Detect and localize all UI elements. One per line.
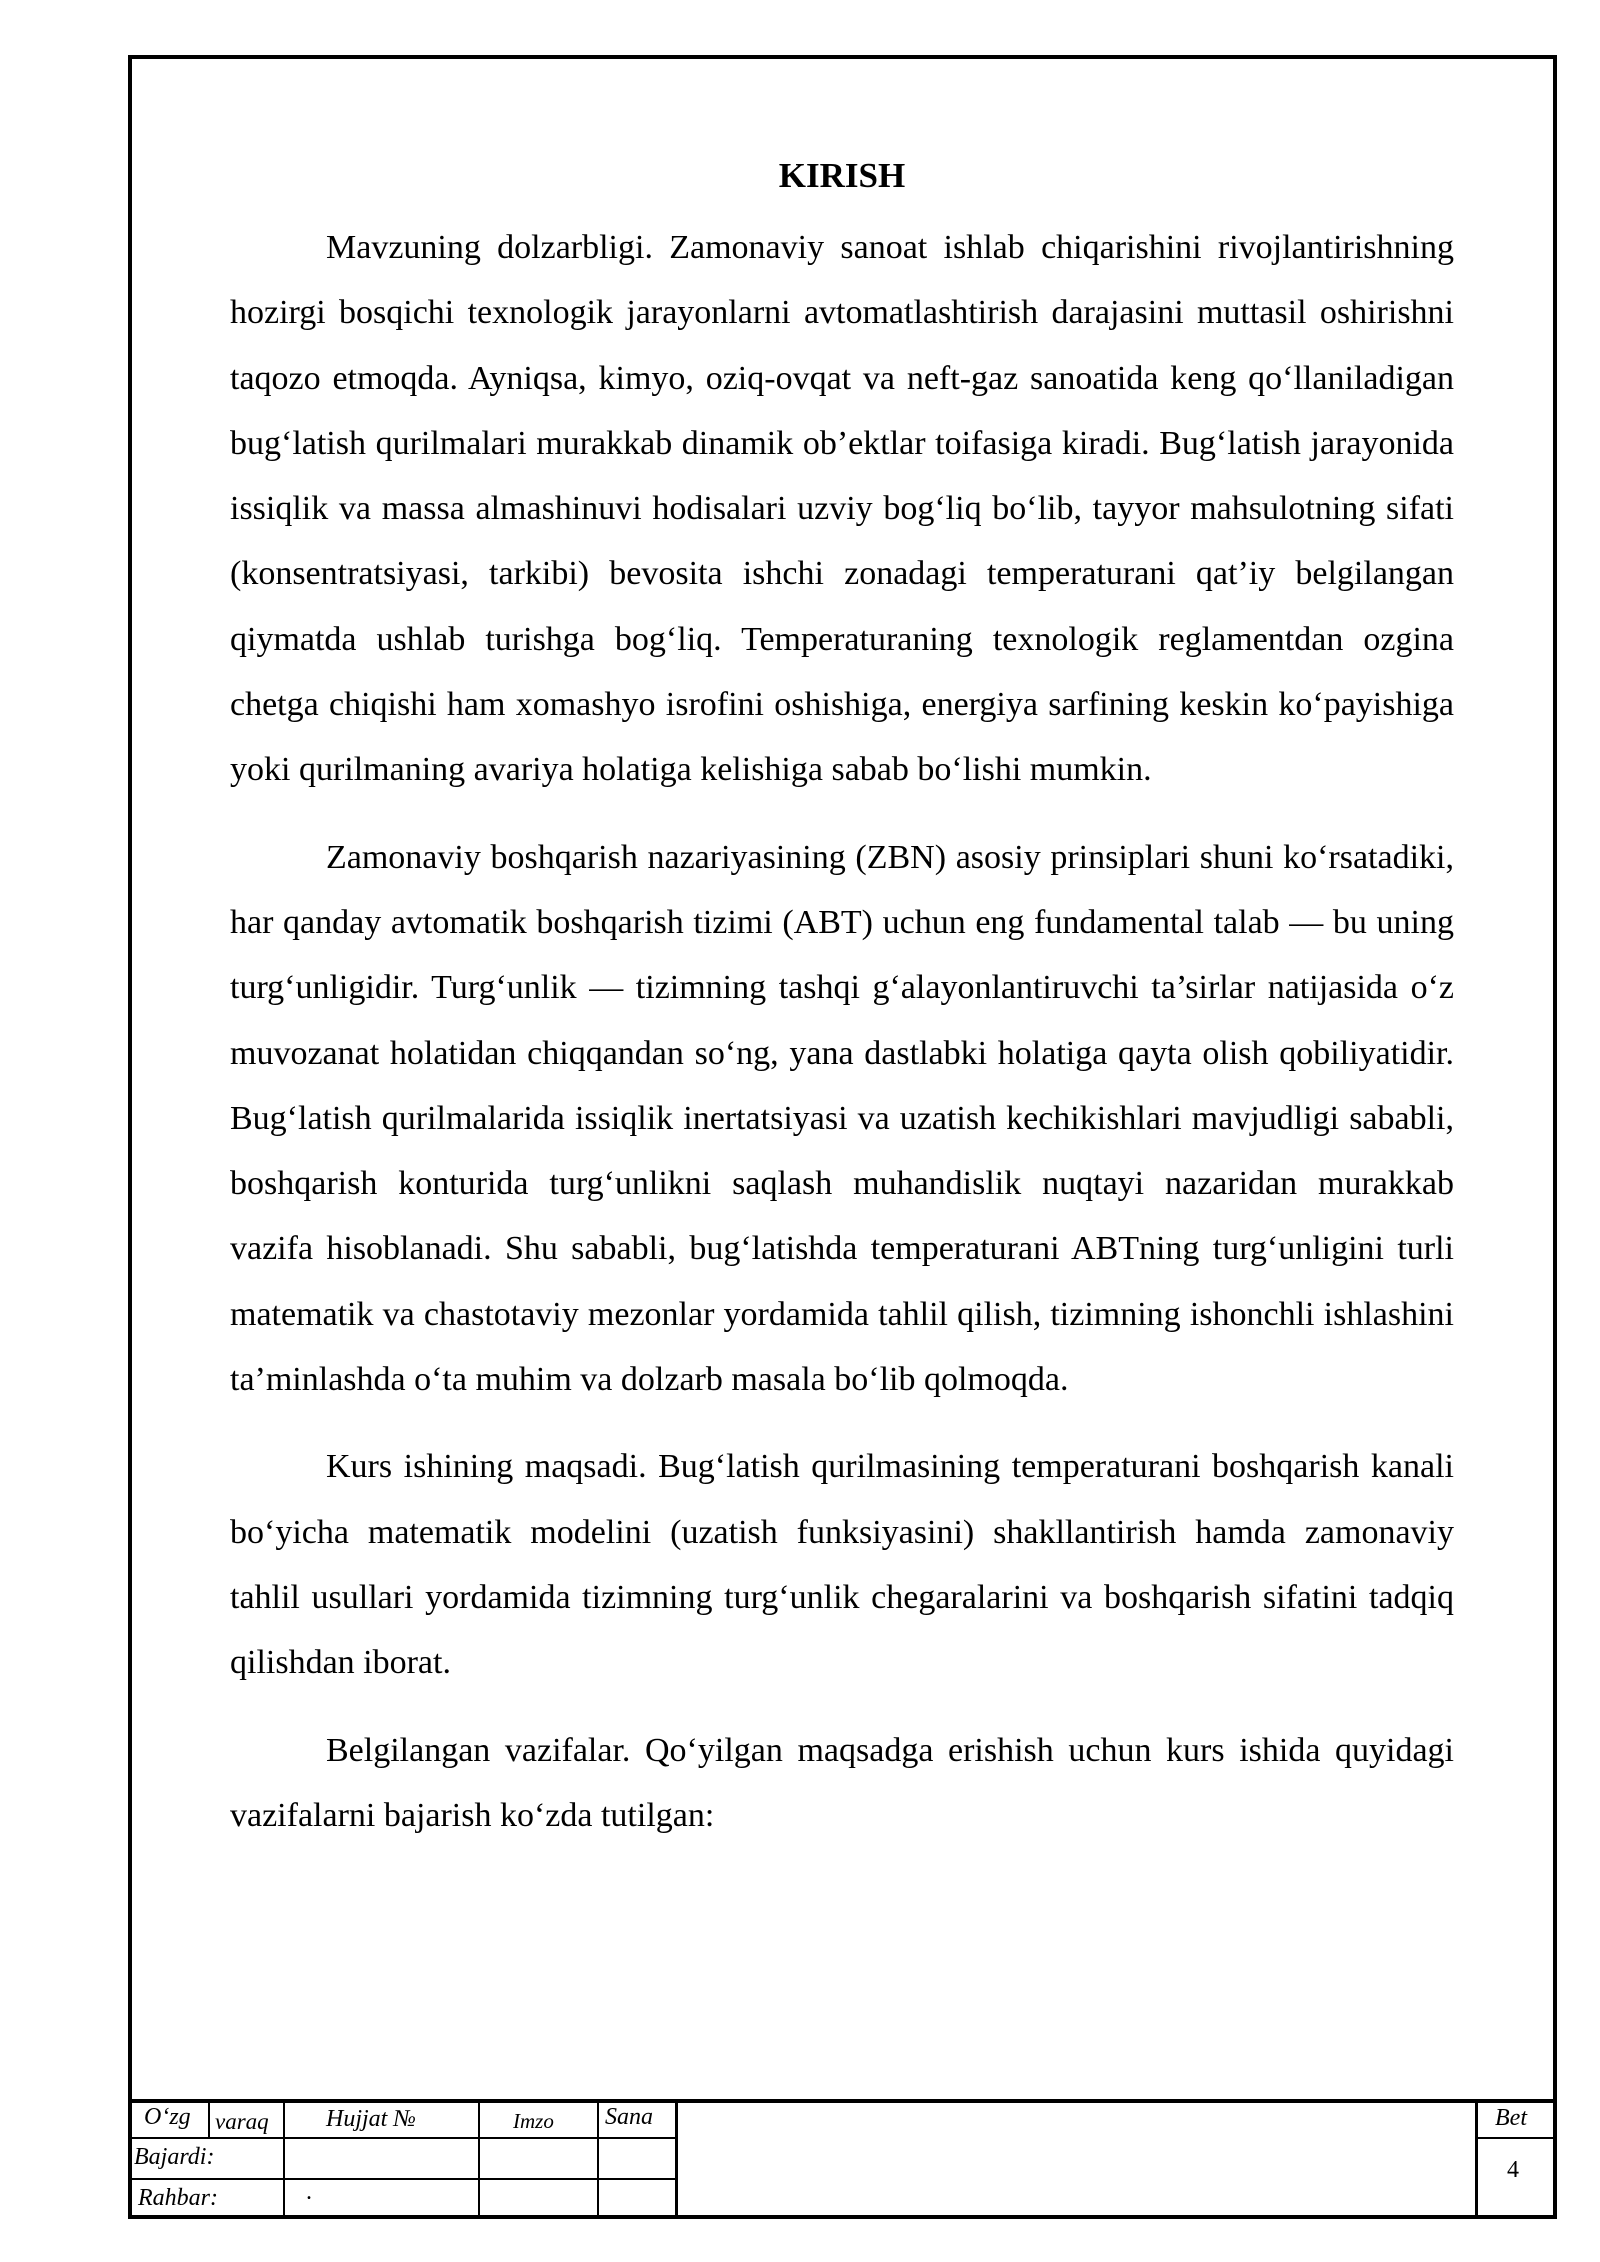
stamp-row-line-1 [128,2137,676,2139]
stamp-sana-label: Sana [605,2104,653,2130]
stamp-bet-label: Bet [1495,2105,1527,2131]
paragraph-goal: Kurs ishining maqsadi. Bug‘latish qurilmasining temperaturani boshqarish kanali bo‘yicha matematik modelini (uzatish funksiyasini) shakllantirish hamda zamonaviy tahlil usullari yordamida tizimning turg‘unlik chegaralarini va boshqarish sifatini tadqiq qilishdan iborat. [230,1448,1454,1682]
paragraph-relevance: Mavzuning dolzarbligi. Zamonaviy sanoat ishlab chiqarishini rivojlantirishning hozirgi bosqichi texnologik jarayonlarni avtomatlashtirish darajasini muttasil oshirishni taqozo etmoqda. Ayniqsa, kimyo, oziq-ovqat va neft-gaz sanoatida keng qo‘llaniladigan bug‘latish qurilmalari murakkab dinamik ob’ektlar toifasiga kiradi. Bug‘latish jarayonida issiqlik va massa almashinuvi hodisalari uzviy bog‘liq bo‘lib, tayyor mahsulotning sifati (konsentratsiyasi, tarkibi) bevosita ishchi zonadagi temperaturani qat’iy belgilangan qiymatda ushlab turishga bog‘liq. Temperaturaning texnologik reglamentdan ozgina chetga chiqishi ham xomashyo isrofini oshishiga, energiya sarfining keskin ko‘payishiga yoki qurilmaning avariya holatiga kelishiga sabab bo‘lishi mumkin. [230,229,1454,789]
paragraph-stability: Zamonaviy boshqarish nazariyasining (ZBN) asosiy prinsiplari shuni ko‘rsatadiki, har qanday avtomatik boshqarish tizimi (ABT) uchun eng fundamental talab — bu uning turg‘unligidir. Turg‘unlik — tizimning tashqi g‘alayonlantiruvchi ta’sirlar natijasida o‘z muvozanat holatidan chiqqandan so‘ng, yana dastlabki holatiga qayta olish qobiliyatidir. Bug‘latish qurilmalarida issiqlik inertatsiyasi va uzatish kechikishlari mavjudligi sababli, boshqarish konturida turg‘unlikni saqlash muhandislik nuqtayi nazaridan murakkab vazifa hisoblanadi. Shu sababli, bug‘latishda temperaturani ABTning turg‘unligini turli matematik va chastotaviy mezonlar yordamida tahlil qilish, tizimning ishonchli ishlashini ta’minlashda o‘ta muhim va dolzarb masala bo‘lib qolmoqda. [230,838,1454,1399]
stamp-bet-line [1475,2137,1557,2139]
title-block-stamp [128,2099,1557,2219]
stamp-ozg-label: O‘zg [144,2104,191,2130]
paragraph-tasks: Belgilangan vazifalar. Qo‘yilgan maqsadga erishish uchun kurs ishida quyidagi vazifalarni bajarish ko‘zda tutilgan: [230,1731,1454,1834]
stamp-bajardi-label: Bajardi: [134,2144,215,2170]
stamp-row-line-2 [128,2178,676,2180]
stamp-imzo-label: Imzo [513,2109,554,2133]
stamp-col-line-6 [1475,2099,1478,2219]
stamp-varaq-label: varaq [215,2109,269,2134]
stamp-col-line-4 [597,2099,599,2219]
page-title: KIRISH [778,156,906,195]
stamp-top-line [128,2099,1557,2103]
document-body [230,150,1454,1870]
stamp-col-line-5 [675,2099,678,2219]
stamp-rahbar-dot: . [306,2179,312,2205]
stamp-col-line-3 [478,2099,480,2219]
stamp-rahbar-label: Rahbar: [138,2185,218,2211]
stamp-page-number: 4 [1507,2157,1519,2183]
stamp-hujjat-label: Hujjat № [326,2106,416,2132]
stamp-col-line-1 [208,2099,210,2137]
stamp-col-line-2 [283,2099,285,2219]
